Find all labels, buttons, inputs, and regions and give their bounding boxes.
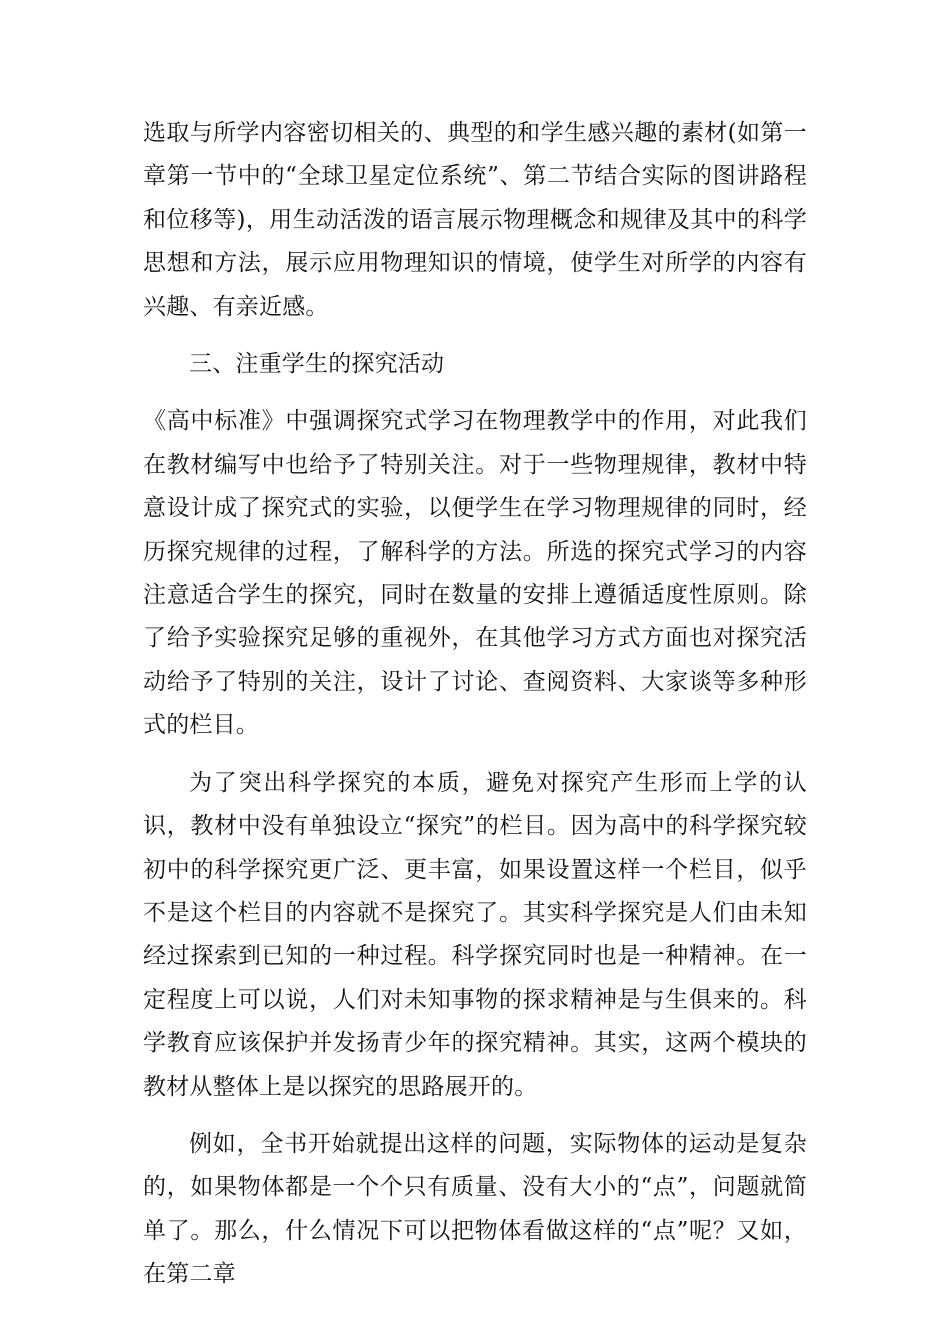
paragraph-material-selection: 选取与所学内容密切相关的、典型的和学生感兴趣的素材(如第一章第一节中的“全球卫星定位系统”、第二节结合实际的图讲路程和位移等)，用生动活泼的语言展示物理概念和规律及其中的科学思想和方法，展示应用物理知识的情境，使学生对所学的内容有兴趣、有亲近感。 <box>143 120 807 320</box>
spacer <box>143 329 807 343</box>
section-heading-inquiry: 三、注重学生的探究活动 <box>189 351 445 378</box>
paragraph-inquiry-essence: 为了突出科学探究的本质，避免对探究产生形而上学的认识，教材中没有单独设立“探究”的栏目。因为高中的科学探究较初中的科学探究更广泛、更丰富，如果设置这样一个栏目，似乎不是这个栏目的内容就不是探究了。其实科学探究是人们由未知经过探索到已知的一种过程。科学探究同时也是一种精神。在一定程度上可以说，人们对未知事物的探求精神是与生俱来的。科学教育应该保护并发扬青少年的探究精神。其实，这两个模块的教材从整体上是以探究的思路展开的。 <box>143 769 807 1100</box>
paragraph-example: 例如，全书开始就提出这样的问题，实际物体的运动是复杂的，如果物体都是一个个只有质量、没有大小的“点”，问题就简单了。那么，什么情况下可以把物体看做这样的“点”呢？又如，在第二章 <box>143 1130 807 1288</box>
spacer <box>143 386 807 400</box>
paragraph-high-school-standard: 《高中标准》中强调探究式学习在物理教学中的作用，对此我们在教材编写中也给予了特别关注。对于一些物理规律，教材中特意设计成了探究式的实验，以便学生在学习物理规律的同时，经历探究规律的过程，了解科学的方法。所选的探究式学习的内容注意适合学生的探究，同时在数量的安排上遵循适度性原则。除了给予实验探究足够的重视外，在其他学习方式方面也对探究活动给予了特别的关注，设计了讨论、查阅资料、大家谈等多种形式的栏目。 <box>143 408 807 739</box>
document-body <box>143 112 807 1297</box>
spacer <box>143 748 807 762</box>
spacer <box>143 1109 807 1123</box>
